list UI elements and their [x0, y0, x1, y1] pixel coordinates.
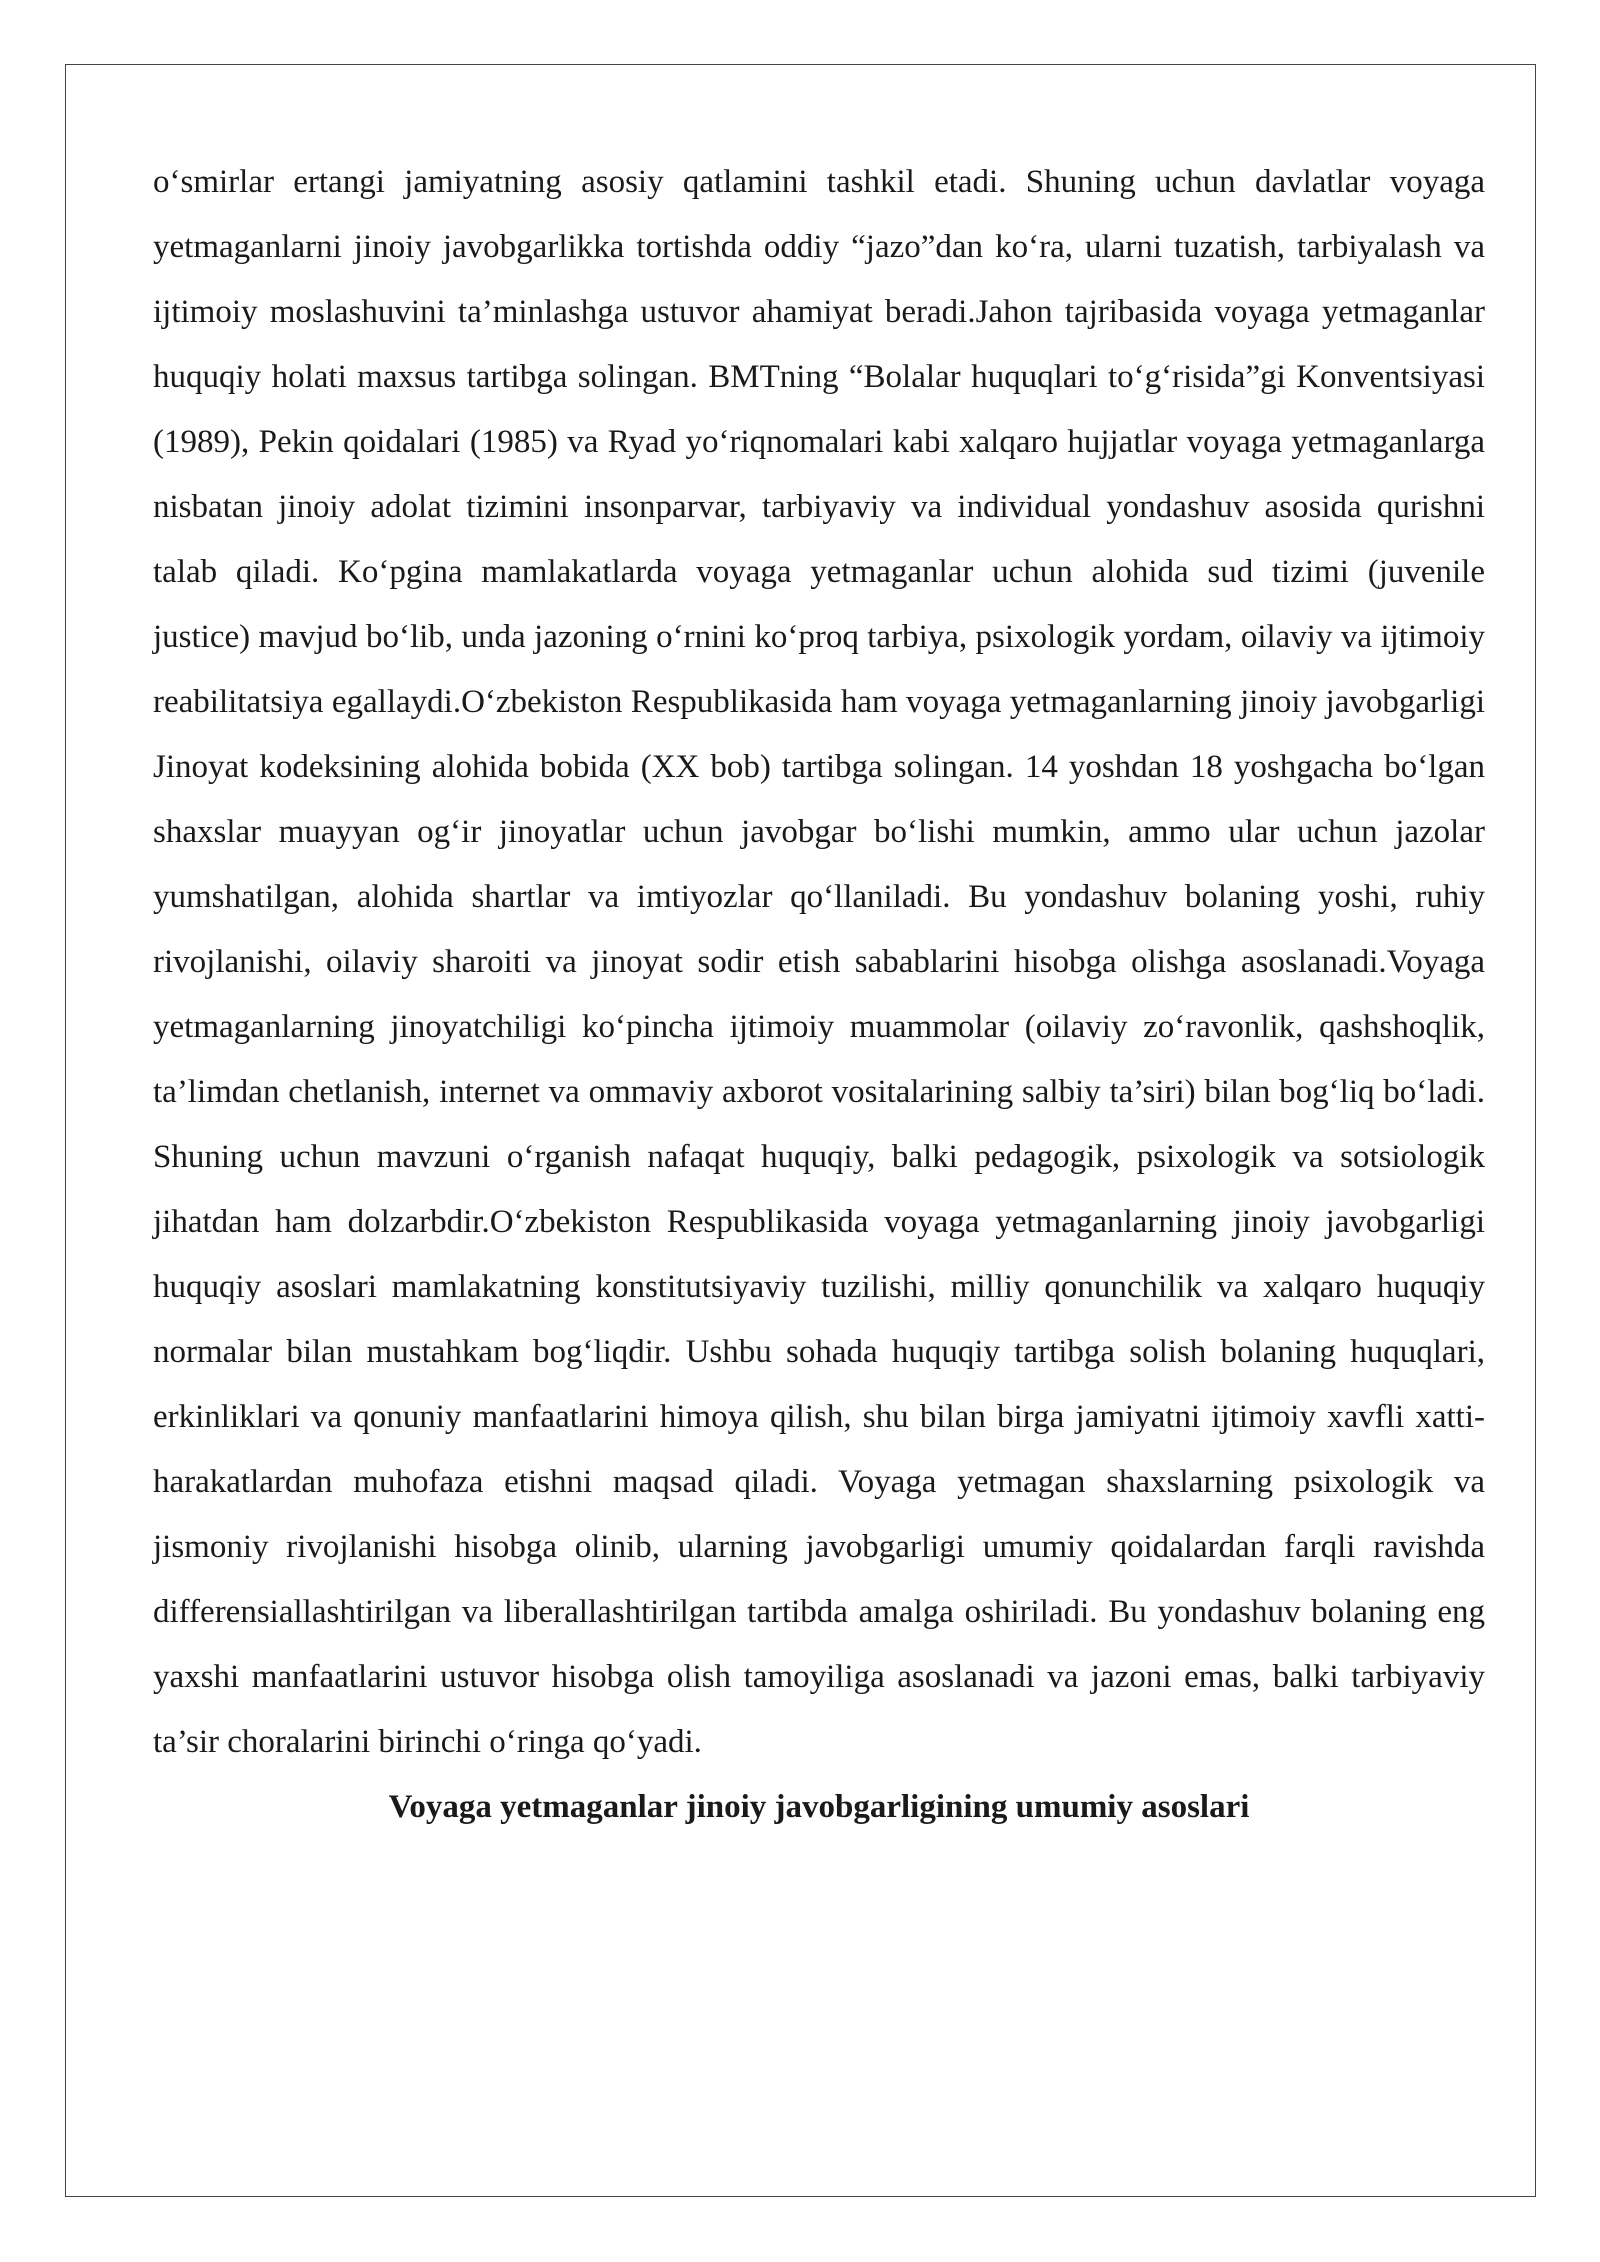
- body-paragraph: o‘smirlar ertangi jamiyatning asosiy qatlamini tashkil etadi. Shuning uchun davlatlar voyaga yetmaganlarni jinoiy javobgarlikka tortishda oddiy “jazo”dan ko‘ra, ularni tuzatish, tarbiyalash va ijtimoiy moslashuvini ta’minlashga ustuvor ahamiyat beradi.Jahon tajribasida voyaga yetmaganlar huquqiy holati maxsus tartibga solingan. BMTning “Bolalar huquqlari to‘g‘risida”gi Konventsiyasi (1989), Pekin qoidalari (1985) va Ryad yo‘riqnomalari kabi xalqaro hujjatlar voyaga yetmaganlarga nisbatan jinoiy adolat tizimini insonparvar, tarbiyaviy va individual yondashuv asosida qurishni talab qiladi. Ko‘pgina mamlakatlarda voyaga yetmaganlar uchun alohida sud tizimi (juvenile justice) mavjud bo‘lib, unda jazoning o‘rnini ko‘proq tarbiya, psixologik yordam, oilaviy va ijtimoiy reabilitatsiya egallaydi.O‘zbekiston Respublikasida ham voyaga yetmaganlarning jinoiy javobgarligi Jinoyat kodeksining alohida bobida (XX bob) tartibga solingan. 14 yoshdan 18 yoshgacha bo‘lgan shaxslar muayyan og‘ir jinoyatlar uchun javobgar bo‘lishi mumkin, ammo ular uchun jazolar yumshatilgan, alohida shartlar va imtiyozlar qo‘llaniladi. Bu yondashuv bolaning yoshi, ruhiy rivojlanishi, oilaviy sharoiti va jinoyat sodir etish sabablarini hisobga olishga asoslanadi.Voyaga yetmaganlarning jinoyatchiligi ko‘pincha ijtimoiy muammolar (oilaviy zo‘ravonlik, qashshoqlik, ta’limdan chetlanish, internet va ommaviy axborot vositalarining salbiy ta’siri) bilan bog‘liq bo‘ladi. Shuning uchun mavzuni o‘rganish nafaqat huquqiy, balki pedagogik, psixologik va sotsiologik jihatdan ham dolzarbdir.O‘zbekiston Respublikasida voyaga yetmaganlarning jinoiy javobgarligi huquqiy asoslari mamlakatning konstitutsiyaviy tuzilishi, milliy qonunchilik va xalqaro huquqiy normalar bilan mustahkam bog‘liqdir. Ushbu sohada huquqiy tartibga solish bolaning huquqlari, erkinliklari va qonuniy manfaatlarini himoya qilish, shu bilan birga jamiyatni ijtimoiy xavfli xatti-harakatlardan muhofaza etishni maqsad qiladi. Voyaga yetmagan shaxslarning psixologik va jismoniy rivojlanishi hisobga olinib, ularning javobgarligi umumiy qoidalardan farqli ravishda differensiallashtirilgan va liberallashtirilgan tartibda amalga oshiriladi. Bu yondashuv bolaning eng yaxshi manfaatlarini ustuvor hisobga olish tamoyiliga asoslanadi va jazoni emas, balki tarbiyaviy ta’sir choralarini birinchi o‘ringa qo‘yadi.: [153, 164, 1485, 1760]
- section-heading: Voyaga yetmaganlar jinoiy javobgarligining umumiy asoslari: [388, 1789, 1250, 1825]
- document-content: [153, 150, 1485, 1840]
